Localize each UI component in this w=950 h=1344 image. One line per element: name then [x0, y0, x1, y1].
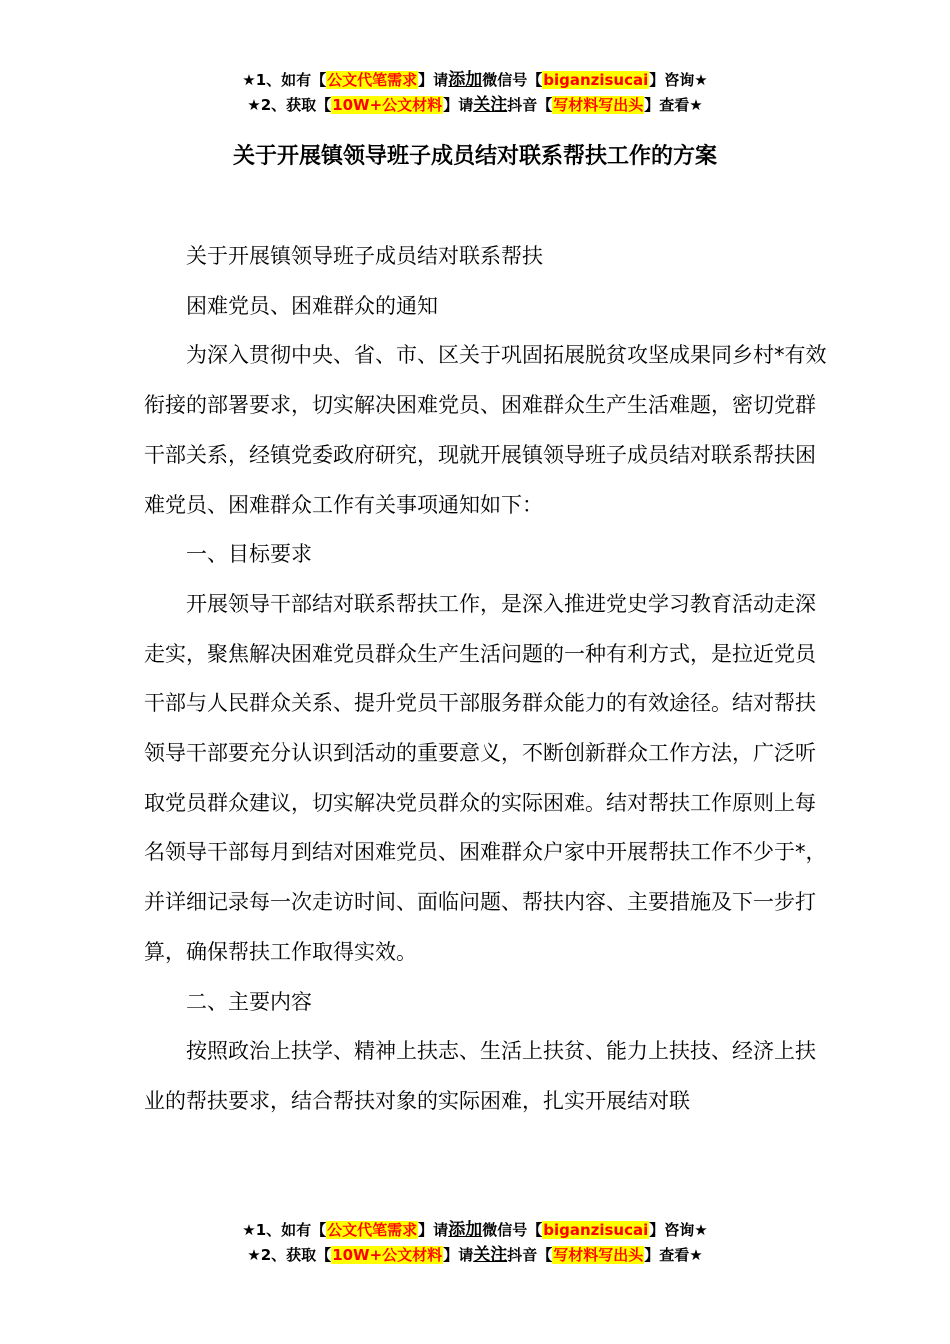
section-heading-2: 二、主要内容: [186, 989, 312, 1014]
promo-line-1: [0, 1218, 950, 1243]
promo-text: 微信号【: [482, 71, 543, 89]
promo-text: 】请: [418, 1221, 449, 1239]
promo-text: 微信号【: [482, 1221, 543, 1239]
promo-text: 】咨询★: [649, 71, 708, 89]
promo-text: 】查看★: [644, 1246, 703, 1264]
document-title: 关于开展镇领导班子成员结对联系帮扶工作的方案: [232, 144, 717, 169]
section-2-paragraph: 按照政治上扶学、精神上扶志、生活上扶贫、能力上扶技、经济上扶业的帮扶要求，结合帮扶对象的实际困难，扎实开展结对联: [144, 1039, 816, 1113]
promo-highlight: 公文代笔需求: [327, 71, 418, 89]
intro-paragraph: 为深入贯彻中央、省、市、区关于巩固拓展脱贫攻坚成果同乡村*有效衔接的部署要求，切实解决困难党员、困难群众生产生活难题，密切党群干部关系，经镇党委政府研究，现就开展镇领导班子成员结对联系帮扶困难党员、困难群众工作有关事项通知如下：: [144, 343, 827, 517]
promo-text: 抖音【: [507, 1246, 553, 1264]
promo-footer: [0, 1218, 950, 1268]
promo-text: 】请: [418, 71, 449, 89]
document-body: [144, 232, 834, 1127]
section-1-paragraph: 开展领导干部结对联系帮扶工作，是深入推进党史学习教育活动走深走实，聚焦解决困难党员群众生产生活问题的一种有利方式，是拉近党员干部与人民群众关系、提升党员干部服务群众能力的有效途径。结对帮扶领导干部要充分认识到活动的重要意义，不断创新群众工作方法，广泛听取党员群众建议，切实解决党员群众的实际困难。结对帮扶工作原则上每名领导干部每月到结对困难党员、困难群众户家中开展帮扶工作不少于*，并详细记录每一次走访时间、面临问题、帮扶内容、主要措施及下一步打算，确保帮扶工作取得实效。: [144, 591, 827, 964]
promo-underline: 关注: [473, 95, 508, 115]
promo-text: ★1、如有【: [242, 1221, 327, 1239]
promo-highlight: 10W+公文材料: [332, 1246, 443, 1264]
promo-text: 抖音【: [507, 96, 553, 114]
promo-text: 】请: [443, 96, 474, 114]
promo-text: 】查看★: [644, 96, 703, 114]
promo-text: ★2、获取【: [247, 1246, 332, 1264]
promo-text: ★1、如有【: [242, 71, 327, 89]
subtitle-line-2: 困难党员、困难群众的通知: [186, 293, 438, 318]
promo-underline: 关注: [473, 1245, 508, 1265]
section-heading-1: 一、目标要求: [186, 542, 312, 567]
promo-highlight: biganzisucai: [543, 71, 649, 89]
promo-underline: 添加: [448, 70, 483, 90]
promo-text: ★2、获取【: [247, 96, 332, 114]
promo-header: [0, 68, 950, 118]
subtitle-line-1: 关于开展镇领导班子成员结对联系帮扶: [186, 244, 543, 268]
promo-line-1: [0, 68, 950, 93]
promo-highlight: 公文代笔需求: [327, 1221, 418, 1239]
promo-highlight: 写材料写出头: [553, 96, 644, 114]
promo-line-2: [0, 93, 950, 118]
promo-highlight: 10W+公文材料: [332, 96, 443, 114]
promo-underline: 添加: [448, 1220, 483, 1240]
promo-text: 】咨询★: [649, 1221, 708, 1239]
promo-highlight: 写材料写出头: [553, 1246, 644, 1264]
promo-highlight: biganzisucai: [543, 1221, 649, 1239]
promo-line-2: [0, 1243, 950, 1268]
promo-text: 】请: [443, 1246, 474, 1264]
